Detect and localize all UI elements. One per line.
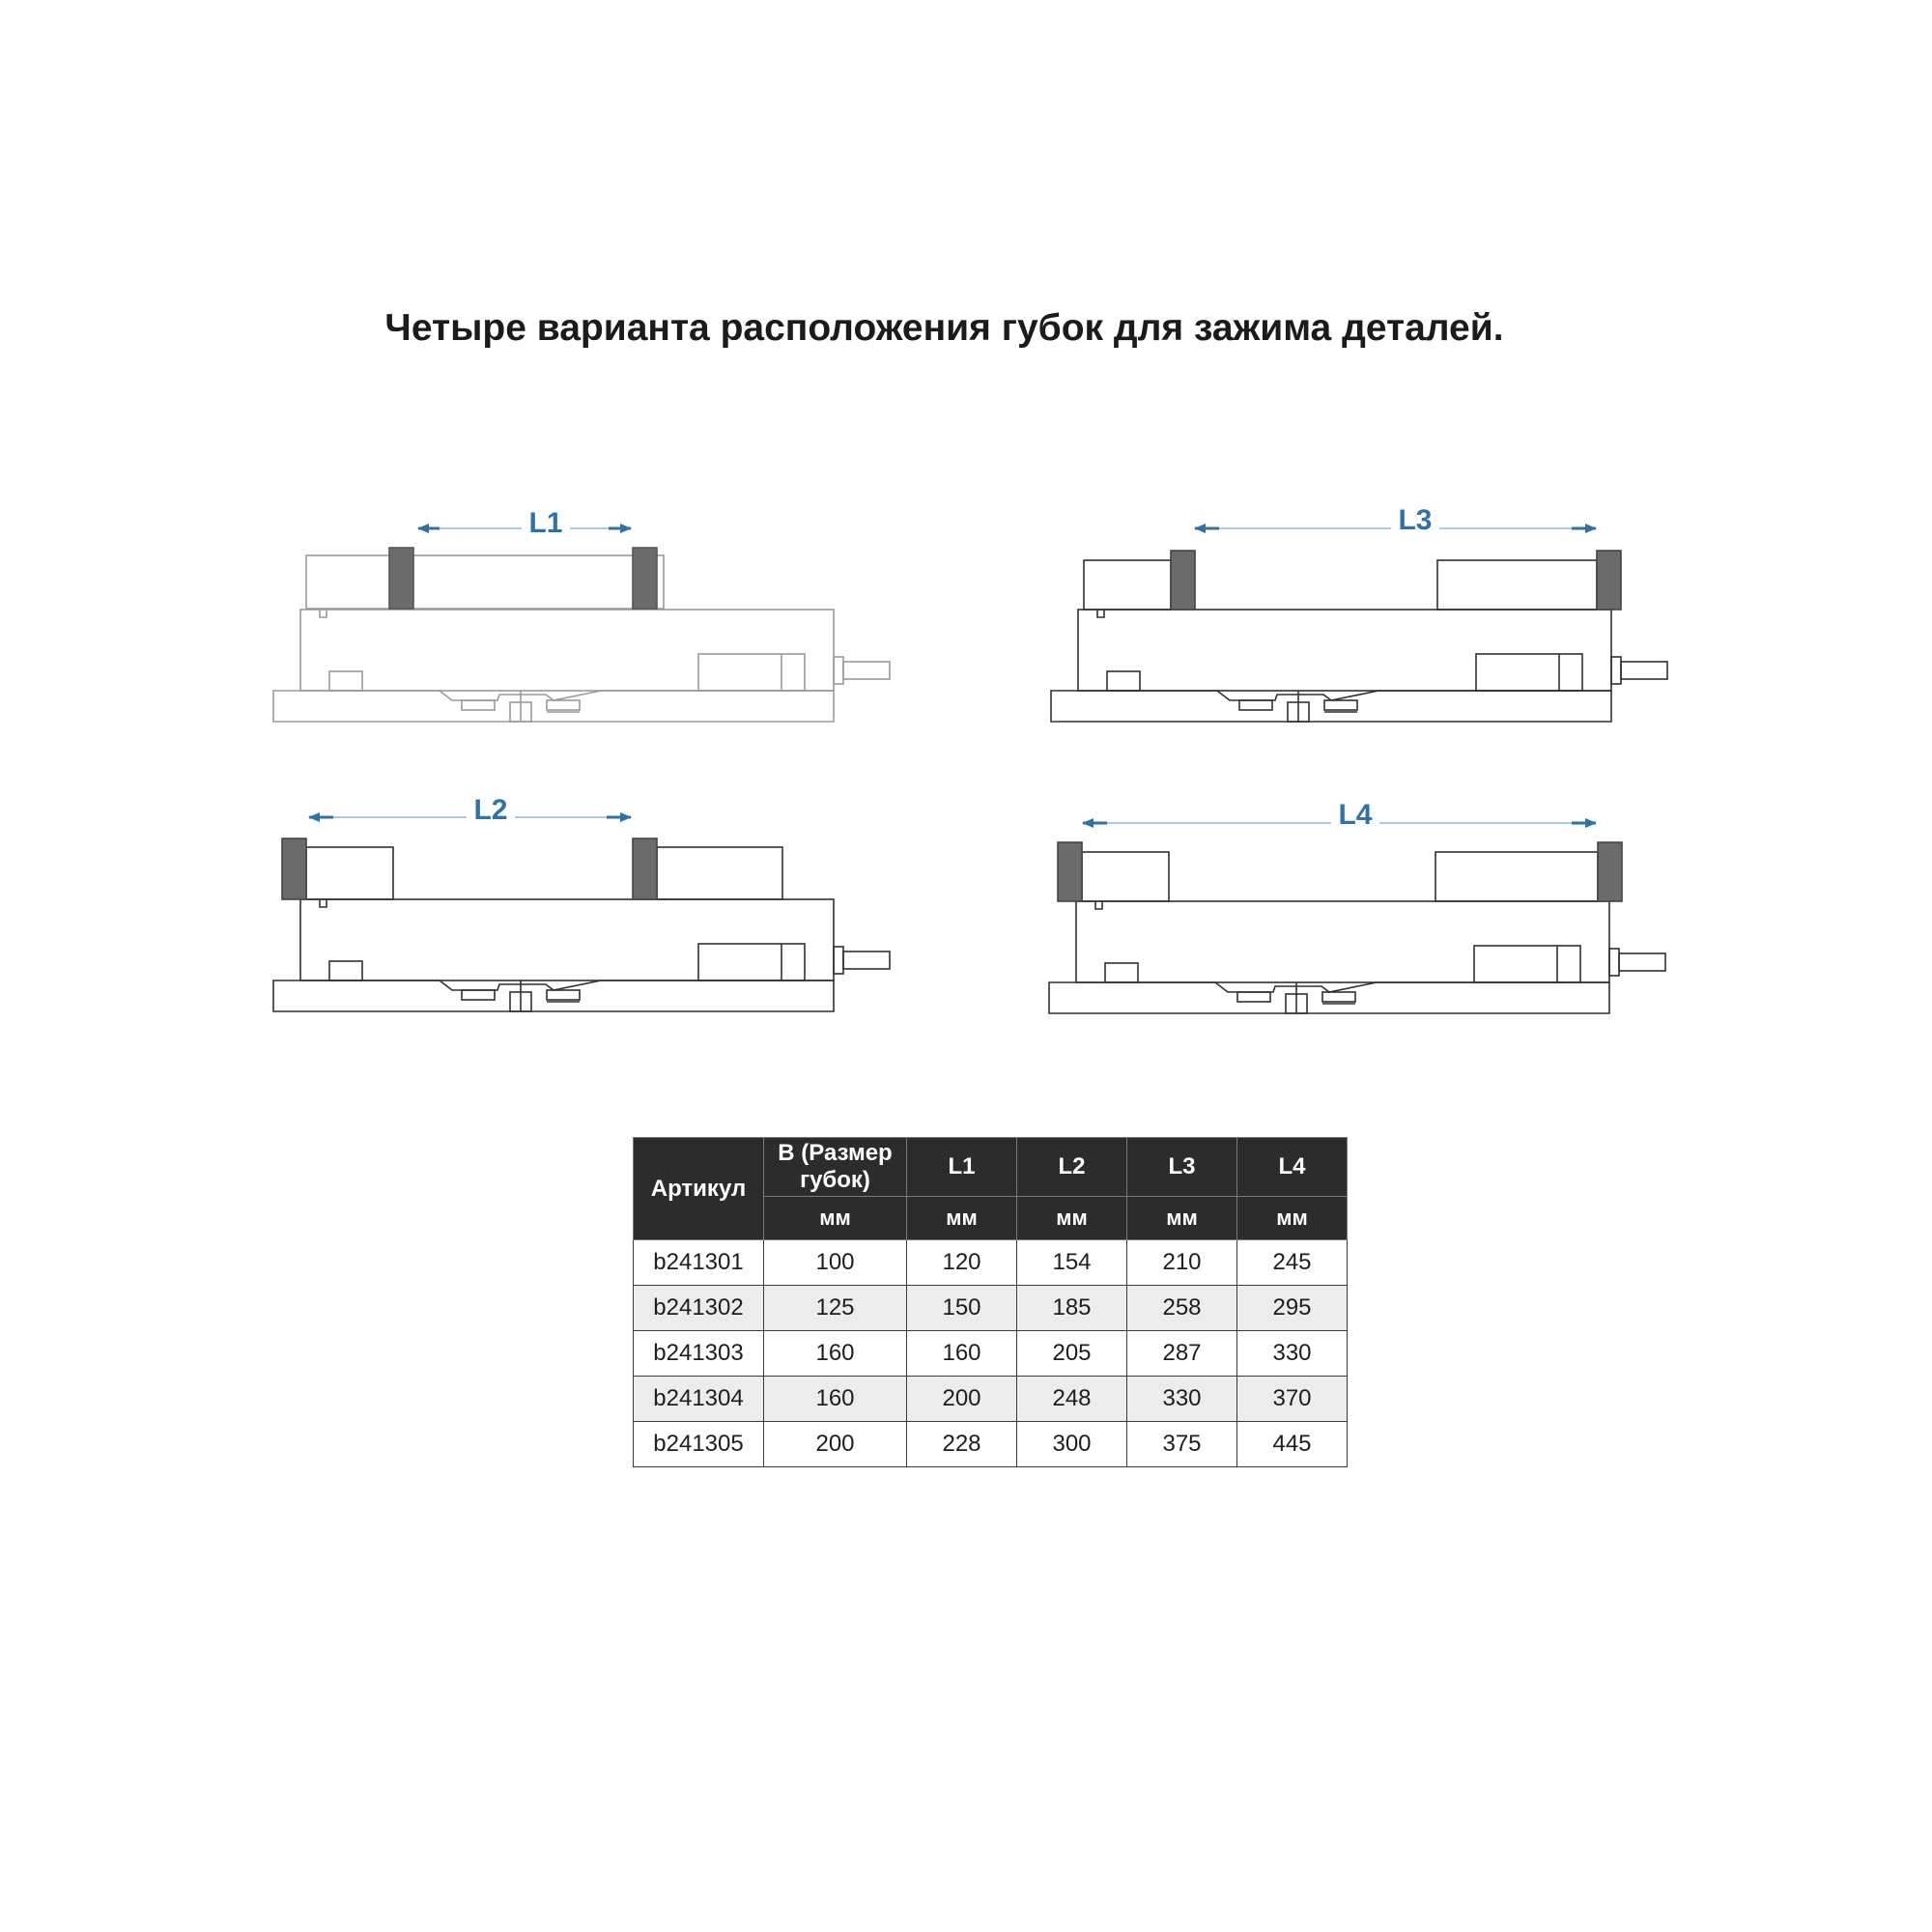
- cell-l3: 375: [1127, 1422, 1237, 1467]
- table-row: [634, 1331, 1348, 1377]
- table-row: [634, 1422, 1348, 1467]
- jaw-left: [389, 548, 413, 609]
- cell-l2: 205: [1017, 1331, 1127, 1377]
- jaw-left: [1058, 842, 1082, 901]
- cell-l3: 210: [1127, 1240, 1237, 1286]
- header-l1: L1: [907, 1138, 1017, 1197]
- jaw-left: [1171, 551, 1195, 610]
- dimension-label-l2: L2: [473, 794, 508, 826]
- dimension-label-l3: L3: [1398, 504, 1433, 536]
- cell-l2: 185: [1017, 1286, 1127, 1331]
- header-b-jaw: B (Размер губок): [764, 1138, 907, 1197]
- cell-l1: 200: [907, 1377, 1017, 1422]
- cell-b: 125: [764, 1286, 907, 1331]
- cell-b: 200: [764, 1422, 907, 1467]
- cell-article: b241304: [634, 1377, 764, 1422]
- cell-article: b241302: [634, 1286, 764, 1331]
- vise-diagram-l3: [1051, 504, 1667, 722]
- page-title: Четыре варианта расположения губок для зажима деталей.: [384, 307, 1504, 349]
- header-l4: L4: [1237, 1138, 1348, 1197]
- cell-l1: 150: [907, 1286, 1017, 1331]
- cell-l2: 300: [1017, 1422, 1127, 1467]
- cell-l1: 228: [907, 1422, 1017, 1467]
- cell-l2: 248: [1017, 1377, 1127, 1422]
- vise-diagram-l2: [273, 794, 890, 1011]
- cell-article: b241305: [634, 1422, 764, 1467]
- vise-diagram-l1: [273, 507, 890, 722]
- jaw-right: [633, 838, 657, 899]
- header-l2: L2: [1017, 1138, 1127, 1197]
- header-article: Артикул: [634, 1138, 764, 1240]
- dimension-label-l1: L1: [528, 507, 563, 539]
- unit-b-jaw: мм: [764, 1197, 907, 1240]
- jaw-right: [1597, 551, 1621, 610]
- unit-l4: мм: [1237, 1197, 1348, 1240]
- dimension-label-l4: L4: [1338, 799, 1373, 831]
- table-row: [634, 1286, 1348, 1331]
- cell-l3: 287: [1127, 1331, 1237, 1377]
- unit-l3: мм: [1127, 1197, 1237, 1240]
- unit-l1: мм: [907, 1197, 1017, 1240]
- vise-diagram-l4: [1049, 799, 1665, 1013]
- cell-l4: 370: [1237, 1377, 1348, 1422]
- jaw-right: [633, 548, 657, 609]
- table-row: [634, 1240, 1348, 1286]
- table-row: [634, 1377, 1348, 1422]
- cell-b: 160: [764, 1377, 907, 1422]
- jaw-left: [282, 838, 306, 899]
- cell-l4: 295: [1237, 1286, 1348, 1331]
- cell-l3: 330: [1127, 1377, 1237, 1422]
- cell-l4: 445: [1237, 1422, 1348, 1467]
- cell-l2: 154: [1017, 1240, 1127, 1286]
- cell-l1: 160: [907, 1331, 1017, 1377]
- cell-article: b241303: [634, 1331, 764, 1377]
- cell-article: b241301: [634, 1240, 764, 1286]
- unit-l2: мм: [1017, 1197, 1127, 1240]
- cell-l4: 330: [1237, 1331, 1348, 1377]
- jaw-right: [1598, 842, 1622, 901]
- cell-l4: 245: [1237, 1240, 1348, 1286]
- cell-l3: 258: [1127, 1286, 1237, 1331]
- cell-l1: 120: [907, 1240, 1017, 1286]
- header-l3: L3: [1127, 1138, 1237, 1197]
- cell-b: 160: [764, 1331, 907, 1377]
- cell-b: 100: [764, 1240, 907, 1286]
- dimensions-table: [633, 1137, 1348, 1467]
